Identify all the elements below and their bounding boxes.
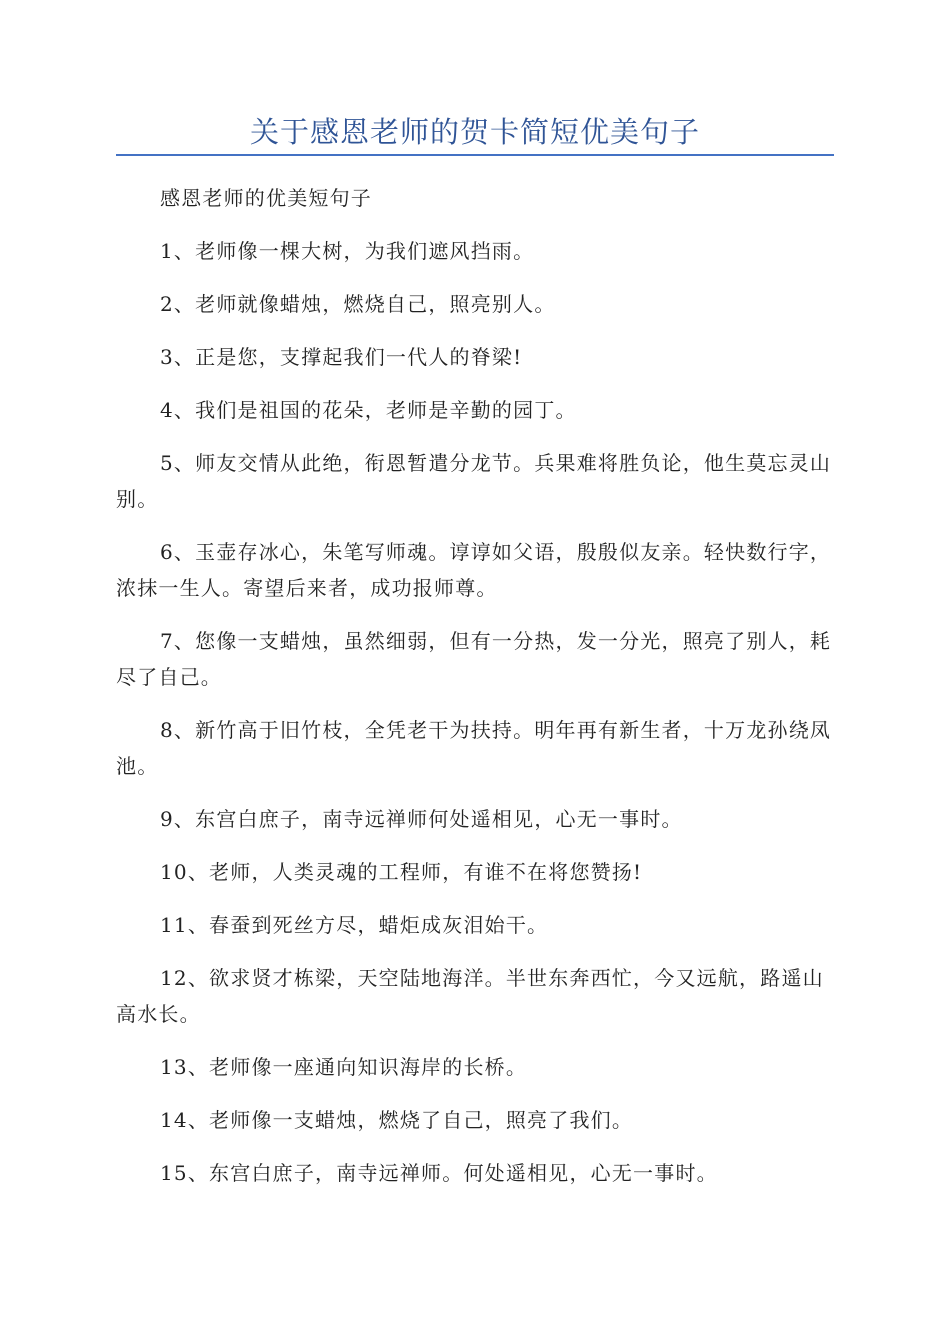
quote-item: 4、我们是祖国的花朵，老师是辛勤的园丁。 (160, 398, 577, 422)
quote-item: 13、老师像一座通向知识海岸的长桥。 (160, 1055, 528, 1079)
quote-item: 9、东宫白庶子，南寺远禅师何处遥相见，心无一事时。 (160, 807, 683, 831)
quote-item: 3、正是您，支撑起我们一代人的脊梁! (160, 345, 523, 369)
quote-item: 5、师友交情从此绝，衔恩暂遣分龙节。兵果难将胜负论，他生莫忘灵山别。 (116, 451, 832, 511)
title-underline (116, 154, 834, 156)
quote-item: 12、欲求贤才栋梁，天空陆地海洋。半世东奔西忙，今又远航，路遥山高水长。 (116, 966, 824, 1026)
quote-item: 14、老师像一支蜡烛，燃烧了自己，照亮了我们。 (160, 1108, 634, 1132)
section-heading: 感恩老师的优美短句子 (160, 186, 372, 210)
quote-item: 10、老师，人类灵魂的工程师，有谁不在将您赞扬! (160, 860, 643, 884)
quote-item: 15、东宫白庶子，南寺远禅师。何处遥相见，心无一事时。 (160, 1161, 718, 1185)
quote-item: 7、您像一支蜡烛，虽然细弱，但有一分热，发一分光，照亮了别人，耗尽了自己。 (116, 629, 832, 689)
quote-item: 2、老师就像蜡烛，燃烧自己，照亮别人。 (160, 292, 556, 316)
quote-item: 1、老师像一棵大树，为我们遮风挡雨。 (160, 239, 535, 263)
document-body (116, 180, 832, 1208)
document-title: 关于感恩老师的贺卡简短优美句子 (249, 115, 700, 149)
quote-item: 11、春蚕到死丝方尽，蜡炬成灰泪始干。 (160, 913, 549, 937)
quote-item: 6、玉壶存冰心，朱笔写师魂。谆谆如父语，殷殷似友亲。轻快数行字，浓抹一生人。寄望后来者，成功报师尊。 (116, 540, 832, 600)
quote-item: 8、新竹高于旧竹枝，全凭老干为扶持。明年再有新生者，十万龙孙绕凤池。 (116, 718, 832, 778)
